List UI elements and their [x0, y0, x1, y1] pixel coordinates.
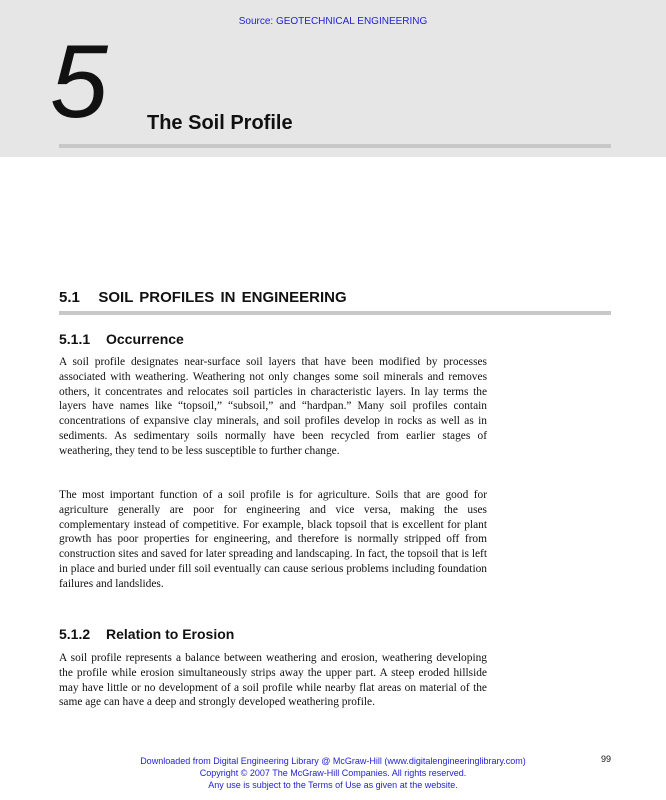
- page-number: 99: [601, 754, 612, 764]
- chapter-title: The Soil Profile: [147, 112, 293, 134]
- chapter-number: 5: [50, 24, 106, 140]
- subsection-number: 5.1.2: [59, 626, 91, 642]
- section-heading: [59, 289, 347, 306]
- source-link[interactable]: Source: GEOTECHNICAL ENGINEERING: [238, 16, 428, 27]
- section-number: 5.1: [59, 289, 80, 306]
- paragraph: A soil profile represents a balance between weathering and erosion, weathering developing the profile while erosion simultaneously strips away the upper part. A steep eroded hillside may have little or no development of a soil profile while nearby flat areas on material of the same age can have a deep and strongly developed weathering profile.: [59, 652, 487, 709]
- subsection-title: Relation to Erosion: [106, 626, 235, 642]
- chapter-rule: [59, 144, 611, 148]
- paragraph: A soil profile designates near-surface soil layers that have been modified by processes associated with weathering. Weathering not only changes some soil minerals and removes others, it concentrates and relocates soil particles in characteristic layers. In lay terms the layers have names like “topsoil,” “subsoil,” and “hardpan.” Many soil profiles contain concentrations of expansive clay minerals, and soil profiles develop in rocks as well as in sediments. As sedimentary soils normally have been recycled from earlier stages of weathering, they tend to be less susceptible to further change.: [59, 356, 487, 457]
- section-title: SOIL PROFILES IN ENGINEERING: [98, 289, 347, 306]
- subsection-heading-erosion: [59, 626, 234, 642]
- section-rule: [59, 311, 611, 315]
- footer-copyright[interactable]: Copyright © 2007 The McGraw-Hill Companies. All rights reserved.: [199, 768, 467, 778]
- footer-download-link[interactable]: Downloaded from Digital Engineering Library @ McGraw-Hill (www.digitalengineeringlibrary.com): [140, 756, 526, 766]
- subsection-title: Occurrence: [106, 331, 184, 347]
- subsection-heading-occurrence: [59, 331, 184, 347]
- footer-terms[interactable]: Any use is subject to the Terms of Use as given at the website.: [208, 780, 458, 790]
- subsection-number: 5.1.1: [59, 331, 91, 347]
- paragraph: The most important function of a soil profile is for agriculture. Soils that are good for agriculture generally are poor for engineering and vice versa, making the uses complementary instead of competitive. For example, black topsoil that is excellent for plant growth has poor properties for engineering, and therefore is normally stripped off from construction sites and saved for later spreading and landscaping. In fact, the topsoil that is left in place and buried under fill soil eventually can cause serious problems including foundation failures and landslides.: [59, 489, 487, 590]
